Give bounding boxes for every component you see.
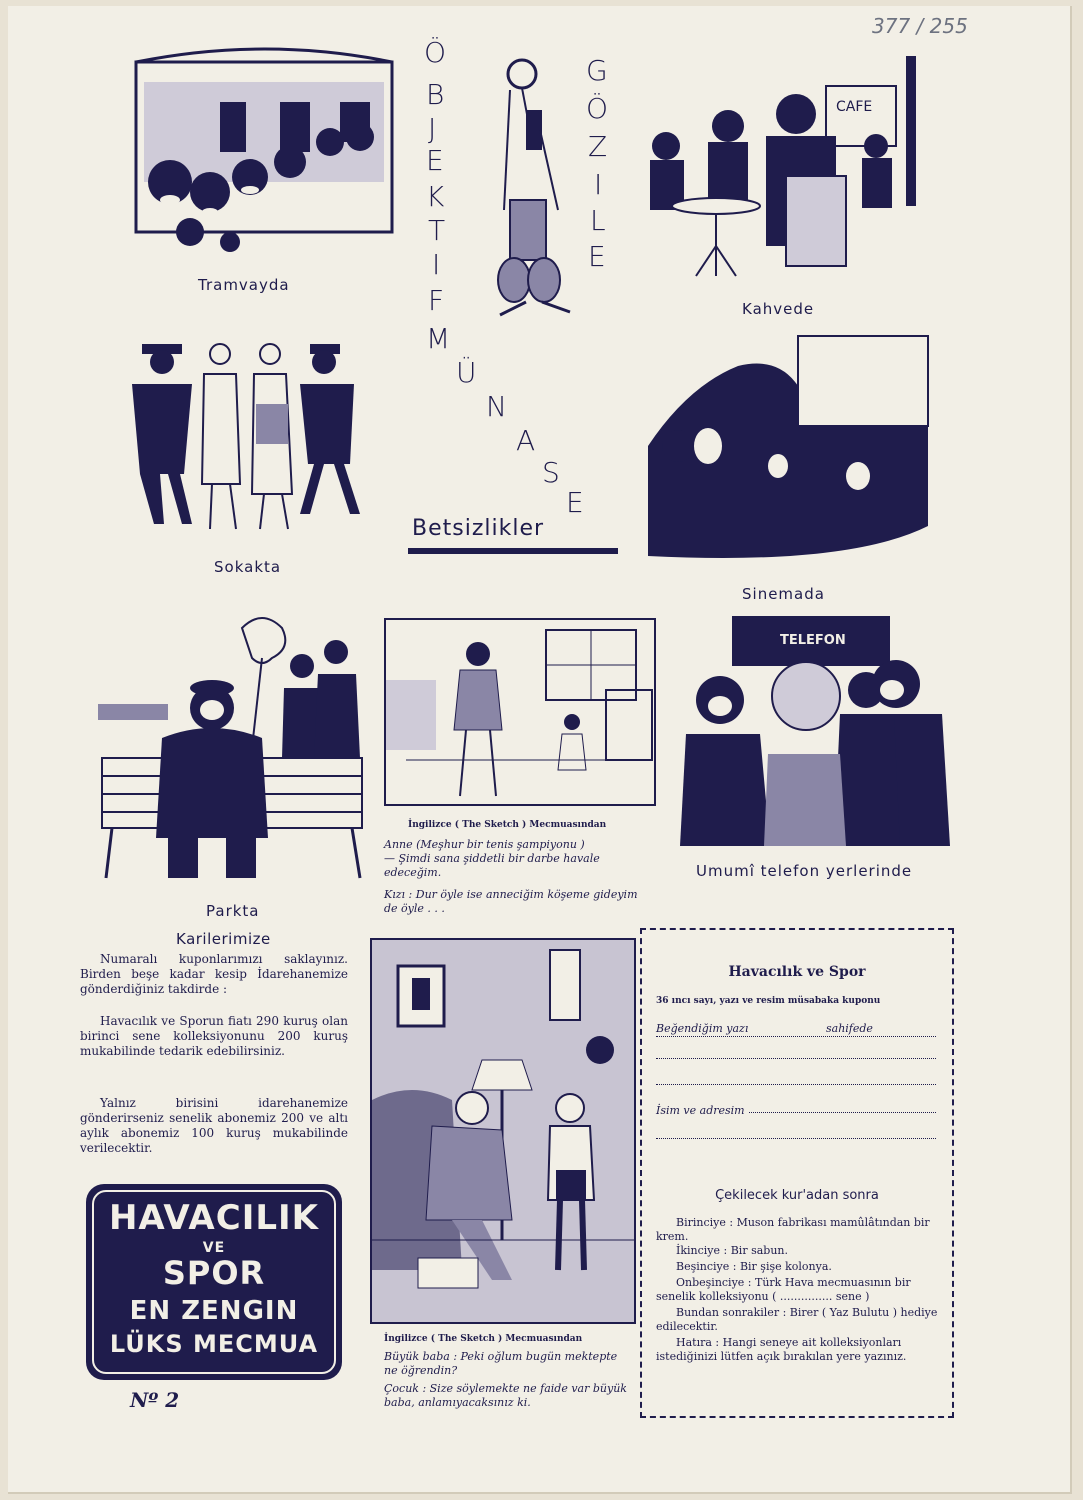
telephone-illustration — [680, 614, 950, 846]
readers-heading: Karilerimize — [176, 930, 271, 948]
havacilik-logo — [86, 1184, 342, 1380]
cafe-sign: CAFE — [836, 99, 873, 115]
street-illustration — [124, 314, 380, 540]
camera-figure-illustration — [480, 50, 580, 330]
cinema-illustration — [648, 326, 938, 566]
park-illustration — [92, 608, 378, 894]
sketch2-source: İngilizce ( The Sketch ) Mecmuasından — [384, 1334, 583, 1344]
title-gozile: G Ö Z I L E — [586, 54, 609, 273]
coupon-prize3: Beşinciye : Bir şişe kolonya. — [676, 1260, 832, 1273]
title-banner: Betsizlikler — [412, 516, 545, 541]
title-objektif: Ö B J E K T I F — [424, 36, 447, 317]
coupon-title: Havacılık ve Spor — [728, 964, 866, 980]
logo-line4: EN ZENGIN — [129, 1296, 299, 1326]
tennis-sketch-illustration — [384, 618, 656, 806]
caption-park: Parkta — [206, 902, 260, 920]
logo-line1: HAVACILIK — [108, 1198, 320, 1238]
coupon-draw-heading: Çekilecek kur'adan sonra — [715, 1188, 879, 1203]
coupon-prize1: Birinciye : Muson fabrikası mamûlâtından bir krem. — [656, 1216, 930, 1243]
coupon-prize2: İkinciye : Bir sabun. — [676, 1244, 788, 1257]
tram-illustration — [130, 42, 400, 262]
coupon-line-2 — [656, 1058, 936, 1059]
readers-p1: Numaralı kuponlarımızı saklayınız. Birden beşe kadar kesip İdarehanemize gönderdiğiniz takdirde : — [80, 952, 348, 996]
grandfather-sketch-illustration — [370, 938, 636, 1324]
logo-line3: SPOR — [162, 1254, 266, 1292]
archive-number: 377 / 255 — [872, 14, 968, 38]
caption-street: Sokakta — [214, 558, 282, 576]
readers-p2: Havacılık ve Sporun fiatı 290 kuruş olan birinci sene kolleksiyonunu 200 kuruş mukabilinde tedarik edebilirsiniz. — [80, 1014, 348, 1058]
coupon-page-label: sahifede — [826, 1022, 877, 1035]
coupon-prize6: Hatıra : Hangi seneye ait kolleksiyonları istediğinizi lütfen açık bırakılan yere yazınız. — [656, 1336, 907, 1363]
sketch1-source: İngilizce ( The Sketch ) Mecmuasından — [408, 820, 607, 830]
coupon-prize5: Bundan sonrakiler : Birer ( Yaz Bulutu ) hediye edilecektir. — [656, 1306, 938, 1333]
title-underline — [408, 548, 618, 554]
title-munasebetsizlikler: M Ü N A S E — [426, 322, 584, 519]
readers-p3: Yalnız birisini idarehanemize gönderirseniz senelik abonemiz 200 ve altı aylık abonemiz 100 kuruş mukabilinde verilecektir. — [80, 1096, 348, 1155]
coupon-name-label: İsim ve adresim — [656, 1104, 749, 1117]
coupon-number: Nº 2 — [130, 1388, 180, 1412]
sketch2-line1: Büyük baba : Peki oğlum bugün mektepte ne öğrendin? — [384, 1350, 618, 1377]
cafe-illustration — [636, 56, 926, 286]
caption-cinema: Sinemada — [742, 585, 825, 603]
caption-cafe: Kahvede — [742, 300, 815, 318]
coupon-line-1 — [656, 1036, 936, 1037]
coupon-subtitle: 36 ıncı sayı, yazı ve resim müsabaka kuponu — [656, 996, 881, 1006]
coupon-line-5 — [656, 1138, 936, 1139]
caption-phone: Umumî telefon yerlerinde — [696, 862, 913, 880]
caption-tram: Tramvayda — [198, 276, 290, 294]
coupon-line-3 — [656, 1084, 936, 1085]
sketch2-line2: Çocuk : Size söylemekte ne faide var büyük baba, anlamıyacaksınız ki. — [384, 1382, 627, 1409]
coupon-prize4: Onbeşinciye : Türk Hava mecmuasının bir senelik kolleksiyonu ( ............... sene ) — [656, 1276, 911, 1303]
contest-coupon — [640, 928, 954, 1418]
sketch1-line3: Kızı : Dur öyle ise anneciğim köşeme gideyim de öyle . . . — [384, 888, 638, 915]
coupon-liked-label: Beğendiğim yazı — [656, 1022, 752, 1035]
telefon-sign: TELEFON — [780, 633, 846, 648]
sketch1-line2: — Şimdi sana şiddetli bir darbe havale edeceğim. — [384, 852, 600, 879]
logo-line2: VE — [202, 1240, 226, 1256]
logo-line5: LÜKS MECMUA — [109, 1330, 319, 1358]
sketch1-line1: Anne (Meşhur bir tenis şampiyonu ) — [384, 838, 585, 851]
